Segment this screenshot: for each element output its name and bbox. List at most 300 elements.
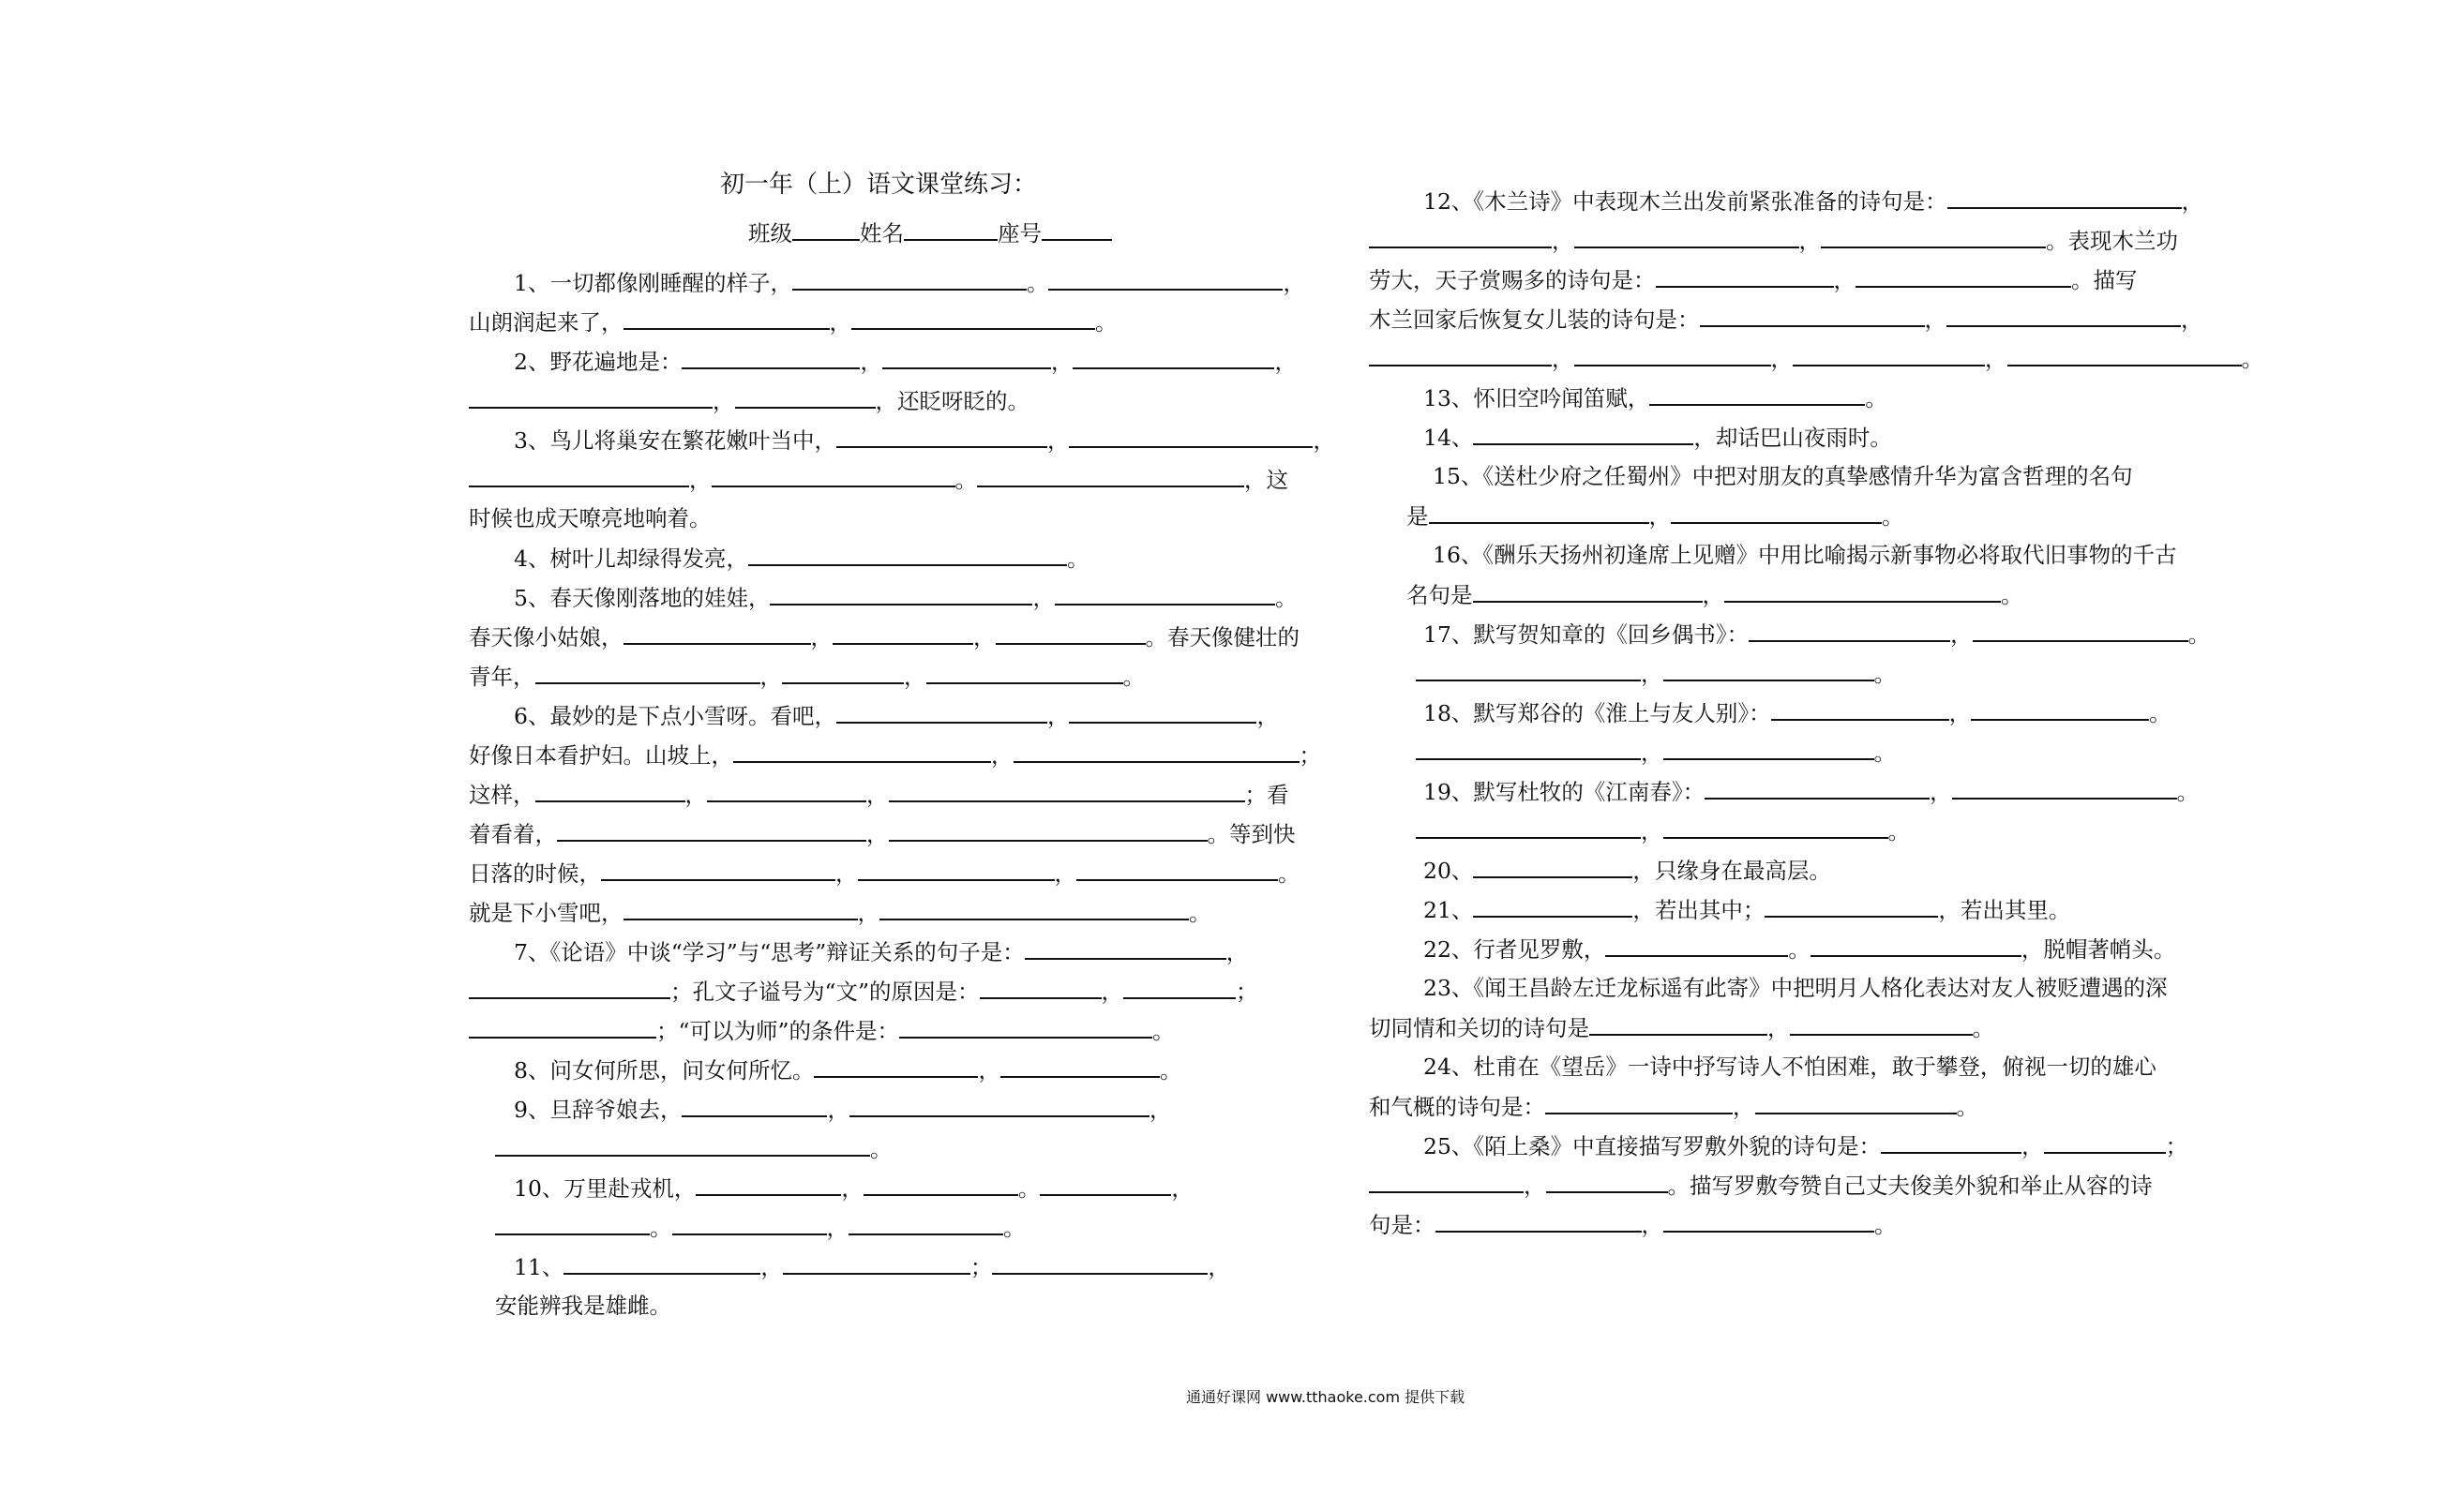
question-text: 木兰回家后恢复女儿装的诗句是： [1369,306,1700,333]
answer-blank[interactable] [992,1250,1208,1275]
question-text: 12、《木兰诗》中表现木兰出发前紧张准备的诗句是： [1423,188,1947,215]
answer-blank[interactable] [770,581,1032,605]
question-text: 这样， [469,782,535,808]
answer-blank[interactable] [977,463,1244,487]
question-text: 。 [1026,270,1049,296]
question-text: 。 [2001,582,2023,608]
question-text: 名句是 [1406,582,1473,608]
right-question-line [1423,381,1887,413]
right-question-line [1423,775,2199,807]
answer-blank[interactable] [1947,185,2182,209]
question-text: ， [1046,703,1070,729]
question-text: 。 [2187,621,2211,648]
answer-blank[interactable] [535,778,685,802]
answer-blank[interactable] [899,1014,1152,1039]
answer-blank[interactable] [1821,224,2046,248]
question-text: 。表现木兰功 [2046,228,2178,254]
question-text: 青年， [469,664,535,690]
question-text: 就是下小雪吧， [469,900,624,926]
answer-blank[interactable] [1069,699,1256,724]
left-question-line [469,306,1118,337]
question-text: ， [1171,1175,1194,1202]
question-text: ， [978,1057,1000,1084]
question-text: ， [1770,346,1793,372]
answer-blank[interactable] [1369,342,1552,366]
question-text: 劳大，天子赏赐多的诗句是： [1369,267,1656,293]
answer-blank[interactable] [792,266,1027,291]
right-question-line [1423,972,2168,1004]
answer-blank[interactable] [833,620,973,645]
answer-blank[interactable] [1073,345,1274,369]
question-text: 。描写 [2071,267,2138,293]
question-text: 24、杜甫在《望岳》一诗中抒写诗人不怕困难，敢于攀登，俯视一切的雄心 [1423,1054,2156,1080]
student-info-fields [748,217,1112,248]
question-text: 是 [1406,503,1429,530]
question-text: 22、行者见罗敷， [1423,936,1606,963]
right-question-line [1423,893,2070,925]
question-text: ， [866,782,889,808]
question-text: 20、 [1423,858,1474,884]
answer-blank[interactable] [1546,1169,1668,1193]
answer-blank[interactable] [1000,1054,1160,1078]
left-question-line [469,502,712,534]
right-question-line [1416,657,1896,689]
answer-blank[interactable] [1749,618,1950,642]
question-text: ， [1032,585,1055,611]
question-text: 。 [1882,503,1904,530]
question-text: 。 [2176,779,2200,805]
left-question-line [469,1014,1175,1046]
question-text: ， [1798,228,1821,254]
right-question-line [1406,578,2023,610]
answer-blank[interactable] [1416,815,1641,839]
question-text: ， [857,900,879,926]
answer-blank[interactable] [836,699,1047,724]
question-text: 。 [1274,585,1298,611]
answer-blank[interactable] [535,660,760,684]
question-text: ， [2181,306,2203,333]
left-question-line [514,1093,1171,1125]
question-text: ， [713,388,735,414]
question-text: ， [1702,582,1724,608]
question-text: 。 [1189,900,1211,926]
question-text: ， [1641,740,1663,766]
question-text: 。 [2149,700,2171,726]
question-text: 日落的时候， [469,860,601,887]
left-question-line [514,935,1248,967]
answer-blank[interactable] [1545,1090,1733,1114]
question-text: ， [1046,427,1070,454]
question-text: ， [1950,621,1973,648]
question-text: 。 [1095,309,1118,336]
question-text: ；看 [1244,782,1289,808]
answer-blank[interactable] [783,1250,970,1275]
right-question-line [1369,1090,1978,1122]
left-question-line [469,660,1145,692]
answer-blank[interactable] [1473,893,1632,918]
question-text: ， [1149,1097,1172,1123]
answer-blank[interactable] [1605,933,1788,957]
answer-blank[interactable] [469,384,713,409]
left-question-line [514,1054,1181,1085]
answer-blank[interactable] [814,1054,978,1078]
answer-blank[interactable] [1790,1011,1973,1036]
answer-blank[interactable] [624,896,858,920]
answer-blank[interactable] [469,463,689,487]
answer-blank[interactable] [849,1211,1003,1235]
question-text: ， [1733,1094,1755,1120]
right-question-line [1423,618,2210,650]
left-question-line [514,581,1297,613]
answer-blank[interactable] [557,817,866,842]
left-question-line [469,896,1211,928]
answer-blank[interactable] [1971,696,2149,721]
question-text: ， [841,1175,864,1202]
question-text: 7、《论语》中谈“学习”与“思考”辩证关系的句子是： [514,939,1025,965]
question-text: 切同情和关切的诗句是 [1369,1015,1589,1041]
left-question-line [514,699,1279,731]
question-text: ， [1641,1212,1663,1238]
question-text: 。 [870,1136,893,1162]
question-text: 。 [1017,1175,1041,1202]
question-text: 14、 [1423,425,1474,451]
right-question-line [1369,1169,2153,1201]
answer-blank[interactable] [879,896,1189,920]
question-text: ， [991,742,1014,769]
answer-blank[interactable] [624,620,811,645]
name-label: 姓名 [860,220,904,247]
question-text: ， [1924,306,1946,333]
answer-blank[interactable] [624,306,830,330]
right-question-line [1406,500,1904,531]
answer-blank[interactable] [1856,263,2071,288]
right-question-line [1369,1011,1994,1043]
question-text: ， [810,624,833,650]
question-text: ， [866,821,889,847]
right-question-line [1423,696,2171,728]
left-question-line [514,424,1335,456]
answer-blank[interactable] [1724,578,2001,603]
answer-blank[interactable] [782,660,904,684]
question-text: 。 [1865,385,1887,411]
question-text: 1、一切都像刚睡醒的样子， [514,270,792,296]
question-text: ； [2165,1133,2188,1159]
answer-blank[interactable] [889,817,1208,842]
question-text: ， [835,860,858,887]
question-text: 。 [1874,1212,1897,1238]
answer-blank[interactable] [1952,775,2177,800]
answer-blank[interactable] [601,857,835,881]
answer-blank[interactable] [1014,739,1300,763]
answer-blank[interactable] [1473,421,1693,445]
answer-blank[interactable] [1574,342,1771,366]
right-question-line [1369,303,2203,335]
answer-blank[interactable] [682,1093,827,1117]
answer-blank[interactable] [864,1172,1018,1196]
question-text: 山朗润起来了， [469,309,624,336]
answer-blank[interactable] [1755,1090,1957,1114]
question-text: 2、野花遍地是： [514,349,683,375]
question-text: ， [1050,349,1074,375]
question-text: ， [1313,427,1335,454]
right-question-line [1416,736,1896,768]
question-text: ， [2021,1133,2044,1159]
question-text: 。 [1003,1215,1026,1241]
answer-blank[interactable] [1663,1208,1874,1233]
answer-blank[interactable] [1881,1129,2021,1154]
question-text: 5、春天像刚落地的娃娃， [514,585,771,611]
left-question-line [469,739,1321,770]
answer-blank[interactable] [712,463,955,487]
answer-blank[interactable] [563,1250,760,1275]
question-text: 。 [1066,546,1089,572]
answer-blank[interactable] [1765,893,1938,918]
question-text: 。 [1887,818,1910,845]
question-text: 。 [1972,1015,1994,1041]
question-text: 25、《陌上桑》中直接描写罗敷外貌的诗句是： [1423,1133,1882,1159]
answer-blank[interactable] [1025,935,1226,960]
question-text: 13、怀旧空吟闻笛赋， [1423,385,1650,411]
page-title: 初一年（上）语文课堂练习： [720,171,1038,199]
right-question-line [1423,1129,2187,1161]
answer-blank[interactable] [733,739,991,763]
question-text: ， [1767,1015,1790,1041]
question-text: ，只缘身在最高层。 [1632,858,1831,884]
question-text: 16、《酬乐天扬州初逢席上见赠》中用比喻揭示新事物必将取代旧事物的千古 [1433,542,2177,568]
answer-blank[interactable] [996,620,1146,645]
answer-blank[interactable] [1656,263,1834,288]
right-question-line [1423,854,1831,886]
question-text: 19、默写杜牧的《江南春》： [1423,779,1705,805]
answer-blank[interactable] [1473,854,1632,878]
answer-blank[interactable] [882,345,1051,369]
question-text: ， [1641,661,1663,687]
question-text: ， [1948,700,1972,726]
left-question-line [469,463,1288,495]
right-question-line [1423,933,2175,964]
left-question-line [469,817,1296,849]
answer-blank[interactable] [1055,581,1275,605]
answer-blank[interactable] [1663,736,1874,760]
question-text: ， [1256,703,1279,729]
left-question-line [469,384,1029,416]
question-text: ， [2181,188,2204,215]
question-text: ， [1930,779,1952,805]
answer-blank[interactable] [1416,657,1641,681]
answer-blank[interactable] [836,424,1047,448]
question-text: ， [827,1097,849,1123]
right-question-line [1423,185,2203,217]
question-text: 23、《闻王昌龄左迁龙标遥有此寄》中把明月人格化表达对友人被贬遭遇的深 [1423,975,2168,1001]
question-text: ； [1299,742,1321,769]
answer-blank[interactable] [1771,696,1949,721]
answer-blank[interactable] [696,1172,841,1196]
question-text: 好像日本看护妇。山坡上， [469,742,733,769]
answer-blank[interactable] [735,384,876,409]
question-text: 11、 [514,1254,564,1280]
right-question-line [1369,342,2263,374]
question-text: ，还眨呀眨的。 [875,388,1029,414]
answer-blank[interactable] [682,345,860,369]
answer-blank[interactable] [1069,424,1313,448]
right-question-line [1369,263,2138,295]
answer-blank[interactable] [1076,857,1278,881]
class-label: 班级 [748,220,792,247]
left-question-line [495,1290,671,1322]
question-text: ； [1236,979,1258,1005]
question-text: 。 [1788,936,1810,963]
answer-blank[interactable] [1973,618,2188,642]
question-text: ， [826,1215,849,1241]
question-text: 3、鸟儿将巢安在繁花嫩叶当中， [514,427,836,454]
answer-blank[interactable] [851,306,1095,330]
question-text: 安能辨我是雄雌。 [495,1293,671,1319]
right-question-line [1416,815,1910,846]
question-text: ， [1552,346,1574,372]
answer-blank[interactable] [1700,303,1925,327]
answer-blank[interactable] [858,857,1055,881]
answer-blank[interactable] [495,1211,650,1235]
answer-blank[interactable] [1649,381,1865,406]
question-text: 春天像小姑娘， [469,624,624,650]
answer-blank[interactable] [1946,303,2181,327]
answer-blank[interactable] [889,778,1245,802]
seat-label: 座号 [998,220,1042,247]
question-text: 21、 [1423,897,1474,923]
question-text: ， [760,1254,783,1280]
question-text: 。 [2241,346,2263,372]
answer-blank[interactable] [1663,657,1874,681]
question-text: ， [759,664,782,690]
question-text: 6、最妙的是下点小雪呀。看吧， [514,703,836,729]
answer-blank[interactable] [469,975,670,999]
answer-blank[interactable] [1663,815,1888,839]
question-text: ；“可以为师”的条件是： [656,1018,900,1044]
question-text: 时候也成天嘹亮地响着。 [469,505,712,531]
answer-blank[interactable] [2007,342,2242,366]
answer-blank[interactable] [1671,500,1882,524]
question-text: ， [1225,939,1249,965]
right-question-line [1369,224,2178,256]
question-text: 。春天像健壮的 [1145,624,1300,650]
question-text: 17、默写贺知章的《回乡偶书》： [1423,621,1750,648]
question-text: ， [973,624,996,650]
name-field[interactable] [904,217,998,241]
left-question-line [514,345,1297,377]
question-text: 。 [650,1215,672,1241]
answer-blank[interactable] [1810,933,2021,957]
class-field[interactable] [792,217,860,241]
question-text: ，脱帽著帩头。 [2021,936,2176,963]
answer-blank[interactable] [469,1014,656,1039]
left-question-line [469,620,1300,652]
question-text: 。等到快 [1207,821,1296,847]
left-question-line [514,542,1089,574]
left-question-line [469,857,1300,889]
answer-blank[interactable] [1369,1169,1524,1193]
answer-blank[interactable] [1040,1172,1171,1196]
question-text: 。 [1873,661,1896,687]
left-question-line [495,1211,1026,1243]
answer-blank[interactable] [1435,1208,1642,1233]
answer-blank[interactable] [1123,975,1236,999]
question-text: ， [1524,1173,1546,1199]
answer-blank[interactable] [1589,1011,1767,1036]
footer-source: 通通好课网 www.tthaoke.com 提供下载 [1186,1388,1465,1406]
question-text: ， [1208,1254,1230,1280]
answer-blank[interactable] [1473,578,1703,603]
question-text: 。 [1152,1018,1175,1044]
question-text: ，却话巴山夜雨时。 [1693,425,1892,451]
question-text: 。 [1278,860,1300,887]
question-text: ， [1283,270,1305,296]
question-text: ， [1641,818,1663,845]
answer-blank[interactable] [1048,266,1283,291]
answer-blank[interactable] [2044,1129,2166,1154]
right-question-line [1433,460,2133,492]
question-text: 。 [1873,740,1896,766]
answer-blank[interactable] [707,778,866,802]
answer-blank[interactable] [748,542,1067,566]
answer-blank[interactable] [1416,736,1641,760]
answer-blank[interactable] [1369,224,1552,248]
right-question-line [1433,539,2177,571]
question-text: ，若出其里。 [1938,897,2071,923]
seat-field[interactable] [1042,217,1112,241]
question-text: ， [1985,346,2007,372]
answer-blank[interactable] [980,975,1102,999]
answer-blank[interactable] [1705,775,1930,800]
left-question-line [514,266,1305,298]
answer-blank[interactable] [926,660,1123,684]
question-text: 。 [1122,664,1145,690]
question-text: 。 [1956,1094,1978,1120]
right-question-line [1369,1208,1897,1240]
left-question-line [514,1172,1194,1203]
question-text: 和气概的诗句是： [1369,1094,1545,1120]
question-text: 18、默写郑谷的《淮上与友人别》： [1423,700,1771,726]
answer-blank[interactable] [849,1093,1149,1117]
answer-blank[interactable] [672,1211,827,1235]
question-text: 。描写罗敷夸赞自己丈夫俊美外貌和举止从容的诗 [1667,1173,2153,1199]
question-text: 句是： [1369,1212,1435,1238]
question-text: 着看着， [469,821,557,847]
question-text: ， [1552,228,1574,254]
question-text: ， [829,309,851,336]
question-text: ， [689,467,712,493]
question-text: ， [1833,267,1856,293]
question-text: ， [1274,349,1297,375]
question-text: 8、问女何所思，问女何所忆。 [514,1057,815,1084]
answer-blank[interactable] [495,1132,870,1157]
question-text: 4、树叶儿却绿得发亮， [514,546,748,572]
left-question-line [469,975,1258,1007]
question-text: ； [969,1254,993,1280]
question-text: ；孔文子谥号为“文”的原因是： [670,979,980,1005]
question-text: ， [1101,979,1124,1005]
answer-blank[interactable] [1793,342,1985,366]
left-question-line [514,1250,1230,1282]
question-text: 10、万里赴戎机， [514,1175,697,1202]
answer-blank[interactable] [1574,224,1799,248]
left-question-line [495,1132,893,1164]
question-text: ， [904,664,926,690]
question-text: 。 [1159,1057,1182,1084]
question-text: ，这 [1244,467,1288,493]
question-text: ， [860,349,882,375]
answer-blank[interactable] [1429,500,1649,524]
question-text: 15、《送杜少府之任蜀州》中把对朋友的真挚感情升华为富含哲理的名句 [1433,463,2133,489]
